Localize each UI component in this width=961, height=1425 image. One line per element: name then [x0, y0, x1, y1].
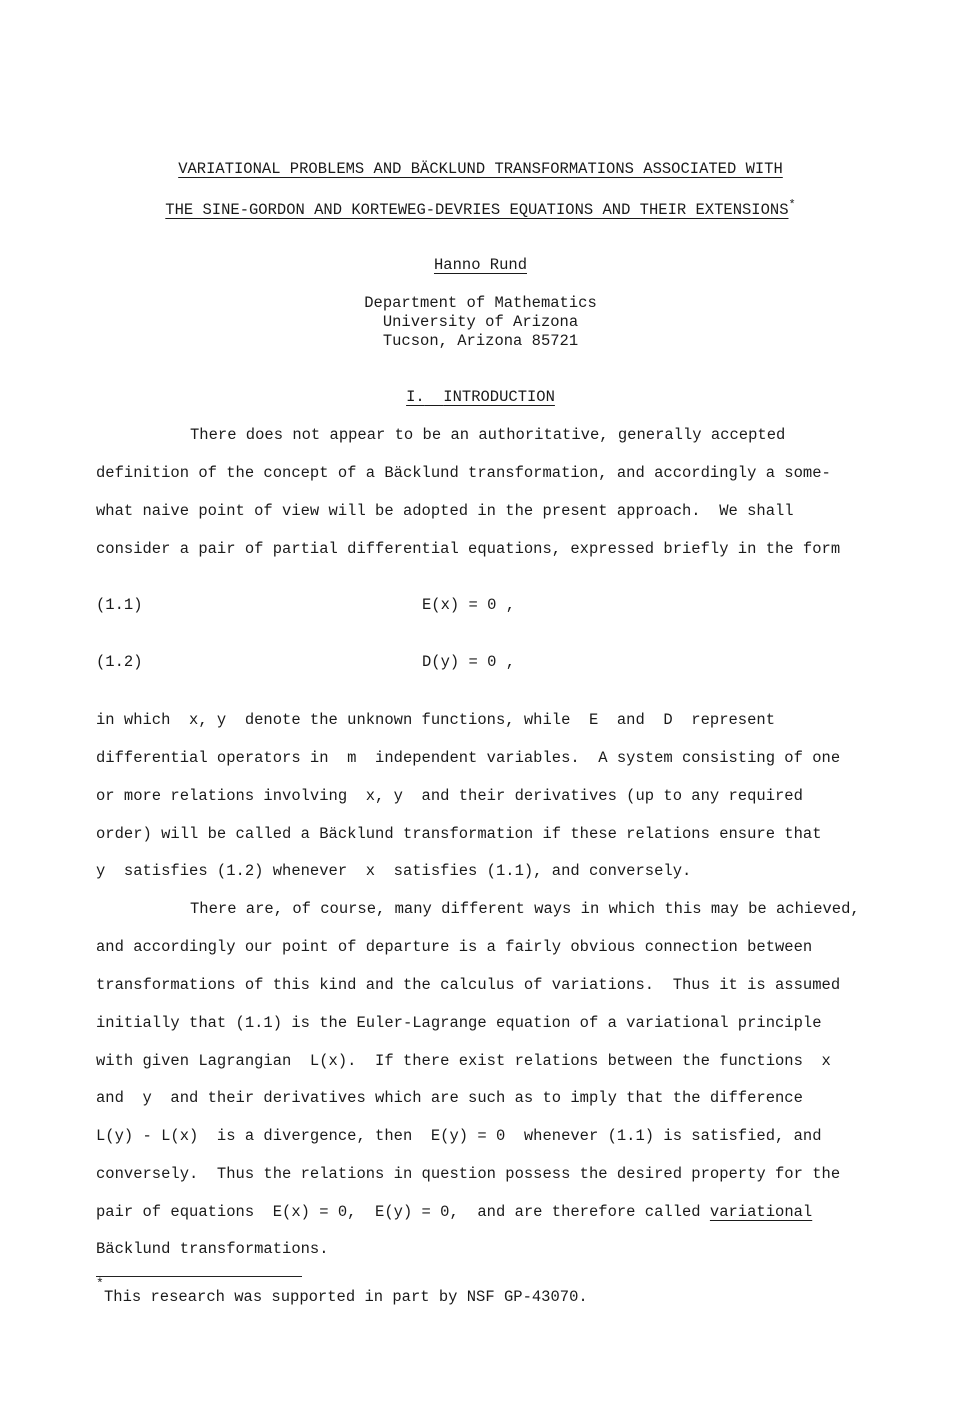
footnote-rule	[96, 1276, 302, 1277]
para3-line-4: initially that (1.1) is the Euler-Lagrange equation of a variational principle	[96, 1014, 822, 1032]
section-title: INTRODUCTION	[443, 388, 555, 406]
affiliation-city: Tucson, Arizona 85721	[382, 332, 579, 350]
section-heading	[0, 388, 961, 406]
equation-2: D(y) = 0 ,	[422, 653, 516, 671]
para3-line-7: L(y) - L(x) is a divergence, then E(y) = 0 whenever (1.1) is satisfied, and	[96, 1127, 822, 1145]
equation-number-2: (1.2)	[96, 653, 143, 671]
para1-line-3: what naive point of view will be adopted in the present approach. We shall	[96, 502, 794, 520]
para3-line-1: There are, of course, many different ways in which this may be achieved,	[190, 900, 860, 918]
para3-line-8: conversely. Thus the relations in question possess the desired property for the	[96, 1165, 841, 1183]
para3-line-9-text: pair of equations E(x) = 0, E(y) = 0, and are therefore called	[96, 1203, 710, 1221]
para1-line-2: definition of the concept of a Bäcklund transformation, and accordingly a some-	[96, 464, 831, 482]
para2-line-4: order) will be called a Bäcklund transformation if these relations ensure that	[96, 825, 822, 843]
footnote-mark: *	[96, 1276, 104, 1291]
para2-line-1: in which x, y denote the unknown functions, while E and D represent	[96, 711, 776, 729]
title-footnote-mark: *	[788, 198, 796, 212]
para3-line-2: and accordingly our point of departure is a fairly obvious connection between	[96, 938, 813, 956]
footnote-text: This research was supported in part by NSF GP-43070.	[104, 1288, 588, 1306]
affiliation-department: Department of Mathematics	[364, 294, 597, 312]
section-number: I.	[406, 388, 425, 406]
para1-line-4: consider a pair of partial differential equations, expressed briefly in the form	[96, 540, 841, 558]
title-line-2-wrap	[0, 198, 961, 219]
equation-number-1: (1.1)	[96, 596, 143, 614]
emphasis-variational: variational	[709, 1203, 813, 1221]
para3-line-9	[96, 1203, 812, 1221]
para2-line-3: or more relations involving x, y and their derivatives (up to any required	[96, 787, 803, 805]
equation-1: E(x) = 0 ,	[422, 596, 516, 614]
affiliation-university: University of Arizona	[382, 313, 579, 331]
para3-line-10: Bäcklund transformations.	[96, 1240, 329, 1258]
para3-line-5: with given Lagrangian L(x). If there exist relations between the functions x	[96, 1052, 831, 1070]
para3-line-6: and y and their derivatives which are such as to imply that the difference	[96, 1089, 803, 1107]
para2-line-5: y satisfies (1.2) whenever x satisfies (1.1), and conversely.	[96, 862, 692, 880]
para2-line-2: differential operators in m independent variables. A system consisting of one	[96, 749, 841, 767]
author-name: Hanno Rund	[433, 256, 527, 274]
para1-line-1: There does not appear to be an authoritative, generally accepted	[190, 426, 786, 444]
title-line-2: THE SINE-GORDON AND KORTEWEG-DEVRIES EQUATIONS AND THEIR EXTENSIONS	[165, 201, 789, 219]
title-line-1: VARIATIONAL PROBLEMS AND BÄCKLUND TRANSFORMATIONS ASSOCIATED WITH	[178, 160, 783, 178]
para3-line-3: transformations of this kind and the calculus of variations. Thus it is assumed	[96, 976, 841, 994]
